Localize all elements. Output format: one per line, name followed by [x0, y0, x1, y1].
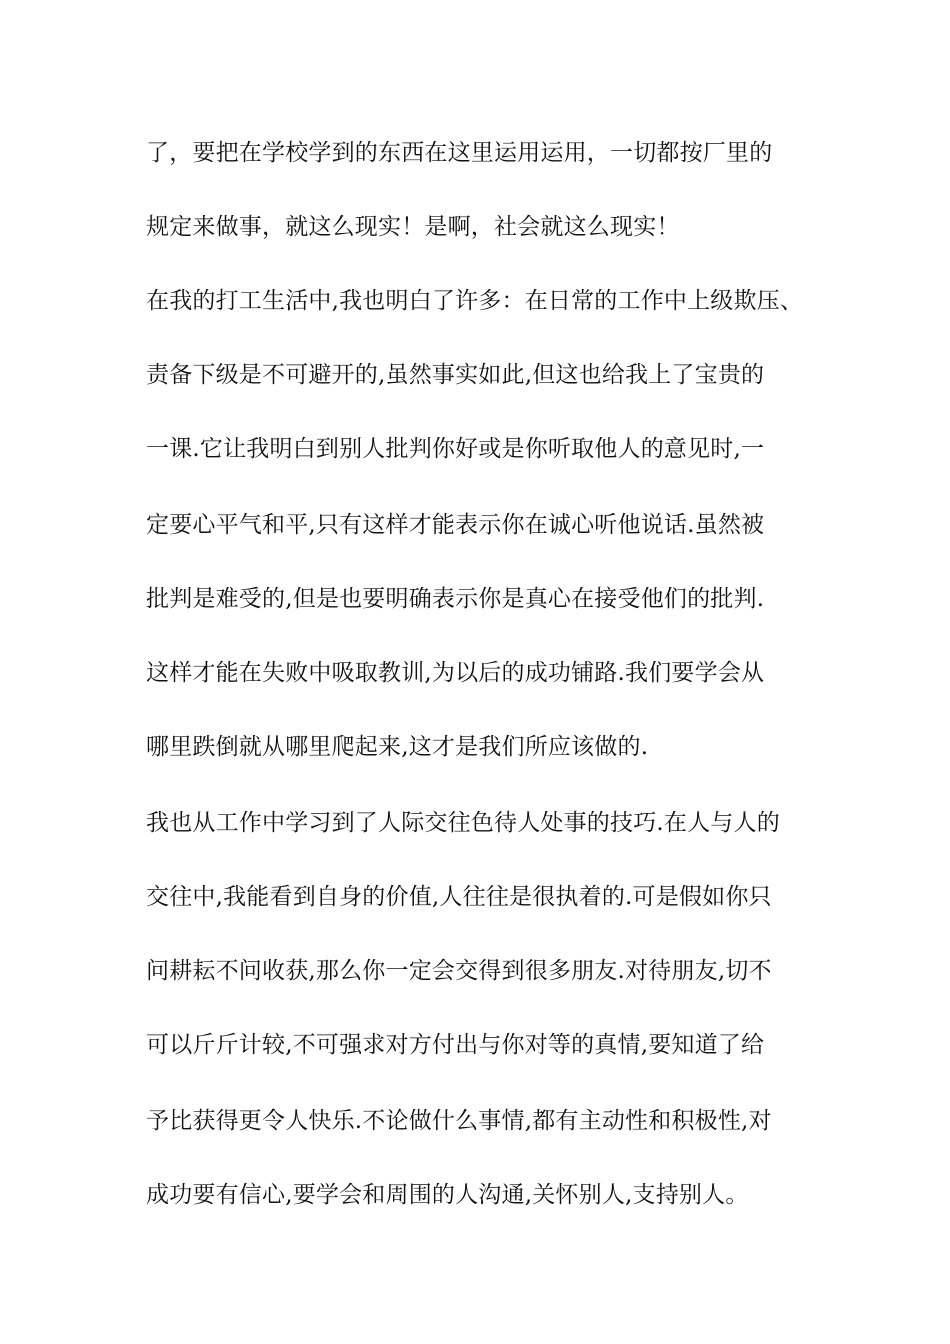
- text-line: 批判是难受的,但是也要明确表示你是真心在接受他们的批判.: [146, 586, 765, 612]
- text-line: 问耕耘不问收获,那么你一定会交得到很多朋友.对待朋友,切不: [146, 958, 772, 984]
- text-line: 可以斤斤计较,不可强求对方付出与你对等的真情,要知道了给: [146, 1032, 765, 1058]
- text-line: 责备下级是不可避开的,虽然事实如此,但这也给我上了宝贵的: [146, 362, 765, 388]
- text-line: 定要心平气和平,只有这样才能表示你在诚心听他说话.虽然被: [146, 512, 765, 538]
- text-line: 规定来做事，就这么现实！是啊，社会就这么现实！: [146, 214, 680, 240]
- text-line: 这样才能在失败中吸取教训,为以后的成功铺路.我们要学会从: [146, 660, 765, 686]
- text-line: 交往中,我能看到自身的价值,人往往是很执着的.可是假如你只: [146, 884, 772, 910]
- text-line: 予比获得更令人快乐.不论做什么事情,都有主动性和积极性,对: [146, 1108, 772, 1134]
- text-line: 一课.它让我明白到别人批判你好或是你听取他人的意见时,一: [146, 436, 765, 462]
- text-line: 成功要有信心,要学会和周围的人沟通,关怀别人,支持别人。: [146, 1182, 749, 1208]
- text-line: 在我的打工生活中,我也明白了许多：在日常的工作中上级欺压、: [146, 288, 804, 314]
- text-line: 哪里跌倒就从哪里爬起来,这才是我们所应该做的.: [146, 734, 649, 760]
- text-line: 我也从工作中学习到了人际交往色待人处事的技巧.在人与人的: [146, 810, 780, 836]
- text-line: 了，要把在学校学到的东西在这里运用运用，一切都按厂里的: [146, 140, 773, 166]
